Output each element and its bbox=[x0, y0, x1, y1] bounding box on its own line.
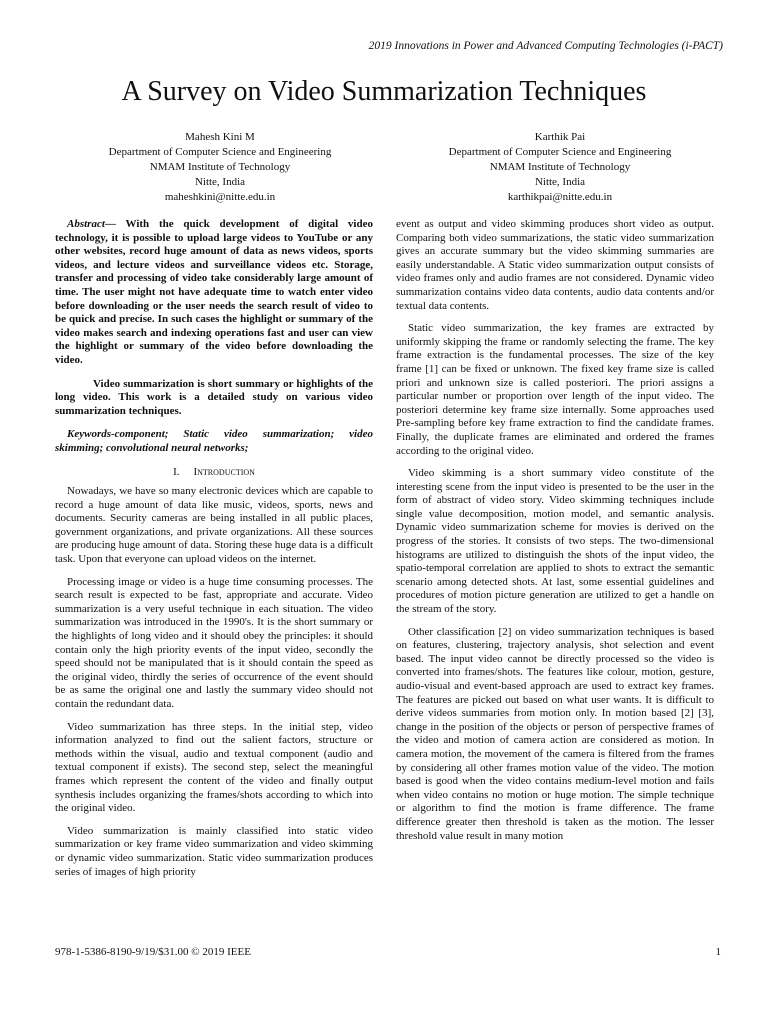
left-column bbox=[55, 218, 373, 888]
abstract-text: With the quick development of digital video technology, it is possible to upload large videos to YouTube or any other websites, record huge amount of data as news videos, sports videos, and lecture videos and surveillance videos etc. Storage, transfer and processing of video take considerably large amount of time. The user might not have adequate time to watch enter video before downloading or the user needs the search result of video to be quick and precise. In such cases the highlight or summary of the video makes search and indexing operations fast and user can view the highlight or summary of the video before downloading the video. bbox=[55, 218, 373, 366]
page-number: 1 bbox=[715, 946, 721, 958]
author-name: Mahesh Kini M bbox=[185, 131, 255, 143]
paragraph: Video summarization is mainly classified into static video summarization or key frame video summarization and video skimming or dynamic video summarization. Static video summarization produces series of images of high priority bbox=[55, 824, 373, 878]
copyright-footer: 978-1-5386-8190-9/19/$31.00 © 2019 IEEE bbox=[55, 946, 251, 958]
author-location: Nitte, India bbox=[194, 176, 246, 188]
keywords-text: Static video summarization; video skimming; convolutional neural networks; bbox=[55, 428, 373, 454]
author-inst: NMAM Institute of Technology bbox=[149, 161, 291, 173]
paragraph: Nowadays, we have so many electronic devices which are capable to record a huge amount of data like music, videos, sports, news and documents. Security cameras are being installed in all public places, government organizations, and private organizations. All these sources are producing huge amount of data. Storing these huge data is a difficult task. Upon that everyone can upload videos on the internet. bbox=[55, 485, 373, 566]
author-inst: NMAM Institute of Technology bbox=[489, 161, 631, 173]
paragraph: event as output and video skimming produces short video as output. Comparing both video summarizations, the static video summarization gives an accurate summary but the video skimming summaries are easily understandable. A Static video summarization output consists of video frames only and audio frames are not considered. Dynamic video summarization contains video data contents, audio data contents and/or textual data contents. bbox=[396, 218, 714, 312]
abstract-text-2: Video summarization is short summary or highlights of the long video. This work is a detailed study on various video summarization techniques. bbox=[55, 377, 373, 417]
paragraph: Other classification [2] on video summarization techniques is based on features, clustering, trajectory analysis, shot selection and event based. The input video cannot be directly processed so the video is converted into frames/shots. The features like colour, motion, gesture, audio-visual and event-based approach are used to extract key frames. The features are picked out based on what user wants. It is difficult to derive videos summaries from motion only. In motion based [2] [3], change in the position of the objects or person of perspective frames of the video and motion of camera action are considered as motion. In camera motion, the movement of the camera is filtered from the frames by considering all other frames motion value of the video. The motion based is good when the video contains medium-level motion and fails when video contains no motion or huge motion. The simple technique or algorithm to find the motion is frame difference. The frame difference greater then threshold is taken as the motion. The lesser threshold value result in many motion bbox=[396, 625, 714, 842]
conference-header: 2019 Innovations in Power and Advanced Computing Technologies (i-PACT) bbox=[368, 40, 723, 52]
author-location: Nitte, India bbox=[534, 176, 586, 188]
section-heading-introduction bbox=[55, 466, 373, 480]
author-name: Karthik Pai bbox=[534, 131, 586, 143]
author-block-2 bbox=[395, 130, 725, 205]
keywords bbox=[55, 428, 373, 455]
section-number: I. bbox=[173, 465, 180, 478]
author-dept: Department of Computer Science and Engineering bbox=[108, 146, 332, 158]
section-title: Introduction bbox=[193, 465, 255, 478]
paragraph: Video skimming is a short summary video constitute of the interesting scene from the input video is presented to be the user in the form of abstract of video story. Video skimming techniques include single value decomposition, motion model, and semantic analysis. Dynamic video summarization scheme for movies is derived on the progress of the stories. It consists of two steps. The two-dimensional histograms are utilized to distinguish the shots of the input video, the spatio-temporal correlation are applied to shots to extract the semantic scenario among detected shots. At last, some essential guidelines and procedures of motion picture generation are utilized to get a handle on the stream of the story. bbox=[396, 467, 714, 616]
abstract-dash: — bbox=[104, 218, 126, 230]
paragraph: Processing image or video is a huge time consuming processes. The search result is expected to be fast, appropriate and accurate. Video summarization is a very useful technique in each situation. The video summarization was introduced in the 1990's. It is the short summary or the highlights of long video and it should obey the principles: it should contain only the high priority events of the input video, secondly the speed should not be manipulated that is it should contain the speed as the original video, thirdly the series of occurrence of the event should be as same the original one and lastly the summary video should not contain the redundant data. bbox=[55, 575, 373, 710]
author-dept: Department of Computer Science and Engineering bbox=[448, 146, 672, 158]
paragraph: Static video summarization, the key frames are extracted by uniformly skipping the frame or randomly selecting the frame. The key frame extraction is the fundamental processes. The size of the key frame [1] can be fixed or unknown. The fixed key frame size is called priori and unknown size is called posteriori. The priori assigns a particular number or proportion over length of the input video. The posteriori determine key frame size internally. Some approaches used Pre-sampling before key frame extraction to find the candidate frames. Finally, the duplicate frames are eliminated and ordered the frames according to the original video. bbox=[396, 322, 714, 457]
paper-title: A Survey on Video Summarization Techniques bbox=[121, 76, 647, 107]
author-block-1 bbox=[55, 130, 385, 205]
keywords-label: Keywords-component; bbox=[67, 428, 169, 441]
author-email: maheshkini@nitte.edu.in bbox=[164, 191, 276, 203]
abstract-label: Abstract bbox=[67, 218, 105, 230]
author-email: karthikpai@nitte.edu.in bbox=[507, 191, 613, 203]
right-column bbox=[396, 218, 714, 852]
paragraph: Video summarization has three steps. In the initial step, video information analyzed to find out the salient factors, structure or methods within the visual, audio and textual component (audio and textual component if exists). The second step, select the meaningful frames which represent the content of the video and finally output synthesis includes organizing the frames/shots according to which into the original video. bbox=[55, 720, 373, 815]
abstract bbox=[55, 218, 373, 368]
